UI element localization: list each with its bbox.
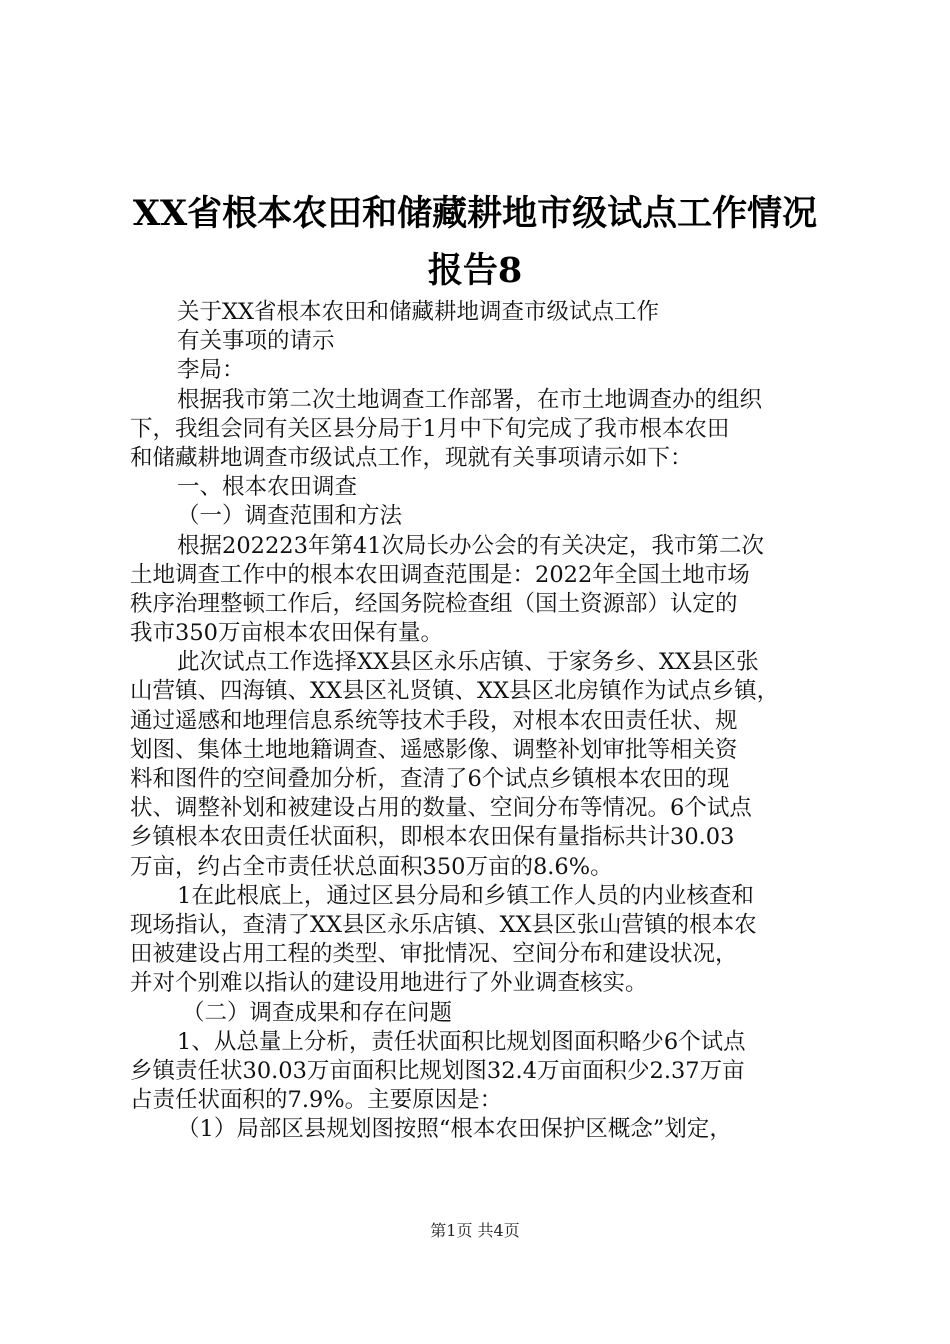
paragraph-line: 1、从总量上分析，责任状面积比规划图面积略少6个试点: [177, 1028, 746, 1055]
page-number-footer: 第1页 共4页: [430, 1221, 520, 1240]
paragraph-line: 乡镇责任状30.03万亩面积比规划图32.4万亩面积少2.37万亩: [130, 1057, 745, 1084]
subsection-heading: （二）调查成果和存在问题: [182, 999, 453, 1026]
section-heading: 一、根本农田调查: [177, 474, 358, 501]
paragraph-line: 状、调整补划和被建设占用的数量、空间分布等情况。6个试点: [130, 795, 752, 822]
subtitle-line: 有关事项的请示: [177, 328, 335, 355]
document-title-line-2: 报告8: [427, 250, 523, 291]
paragraph-line: 并对个别难以指认的建设用地进行了外业调查核实。: [130, 970, 648, 997]
paragraph-line: 通过遥感和地理信息系统等技术手段，对根本农田责任状、规: [130, 707, 738, 734]
paragraph-line: 我市350万亩根本农田保有量。: [130, 620, 443, 647]
paragraph-line: 乡镇根本农田责任状面积，即根本农田保有量指标共计30.03: [130, 824, 735, 851]
paragraph-line: 现场指认，查清了XX县区永乐店镇、XX县区张山营镇的根本农: [130, 911, 757, 938]
document-body: [130, 298, 835, 1144]
paragraph-line: 此次试点工作选择XX县区永乐店镇、于家务乡、XX县区张: [177, 649, 759, 676]
paragraph-line: 万亩，约占全市责任状总面积350万亩的8.6%。: [130, 853, 613, 880]
subsection-heading: （一）调查范围和方法: [177, 503, 403, 530]
paragraph-line: 划图、集体土地地籍调查、遥感影像、调整补划审批等相关资: [130, 736, 738, 763]
paragraph-line: 山营镇、四海镇、XX县区礼贤镇、XX县区北房镇作为试点乡镇，: [130, 678, 780, 705]
paragraph-line: 料和图件的空间叠加分析，查清了6个试点乡镇根本农田的现: [130, 766, 730, 792]
salutation: 李局：: [177, 357, 245, 384]
paragraph-line: 秩序治理整顿工作后，经国务院检查组（国土资源部）认定的: [130, 590, 738, 617]
paragraph-line: 占责任状面积的7.9%。主要原因是：: [130, 1087, 503, 1114]
subtitle-line: 关于XX省根本农田和储藏耕地调查市级试点工作: [177, 299, 660, 325]
paragraph-line: 田被建设占用工程的类型、审批情况、空间分布和建设状况，: [130, 941, 738, 968]
paragraph-line: 土地调查工作中的根本农田调查范围是：2022年全国土地市场: [130, 561, 750, 588]
paragraph-line: （1）局部区县规划图按照“根本农田保护区概念”划定，: [177, 1116, 732, 1143]
document-title-line-1: XX省根本农田和储藏耕地市级试点工作情况: [132, 193, 818, 234]
paragraph-line: 根据我市第二次土地调查工作部署，在市土地调查办的组织: [177, 386, 763, 413]
paragraph-line: 和储藏耕地调查市级试点工作，现就有关事项请示如下：: [130, 444, 693, 471]
paragraph-line: 下，我组会同有关区县分局于1月中下旬完成了我市根本农田: [130, 415, 730, 442]
paragraph-line: 1在此根底上，通过区县分局和乡镇工作人员的内业核查和: [177, 882, 754, 909]
paragraph-line: 根据202223年第41次局长办公会的有关决定，我市第二次: [177, 532, 765, 559]
